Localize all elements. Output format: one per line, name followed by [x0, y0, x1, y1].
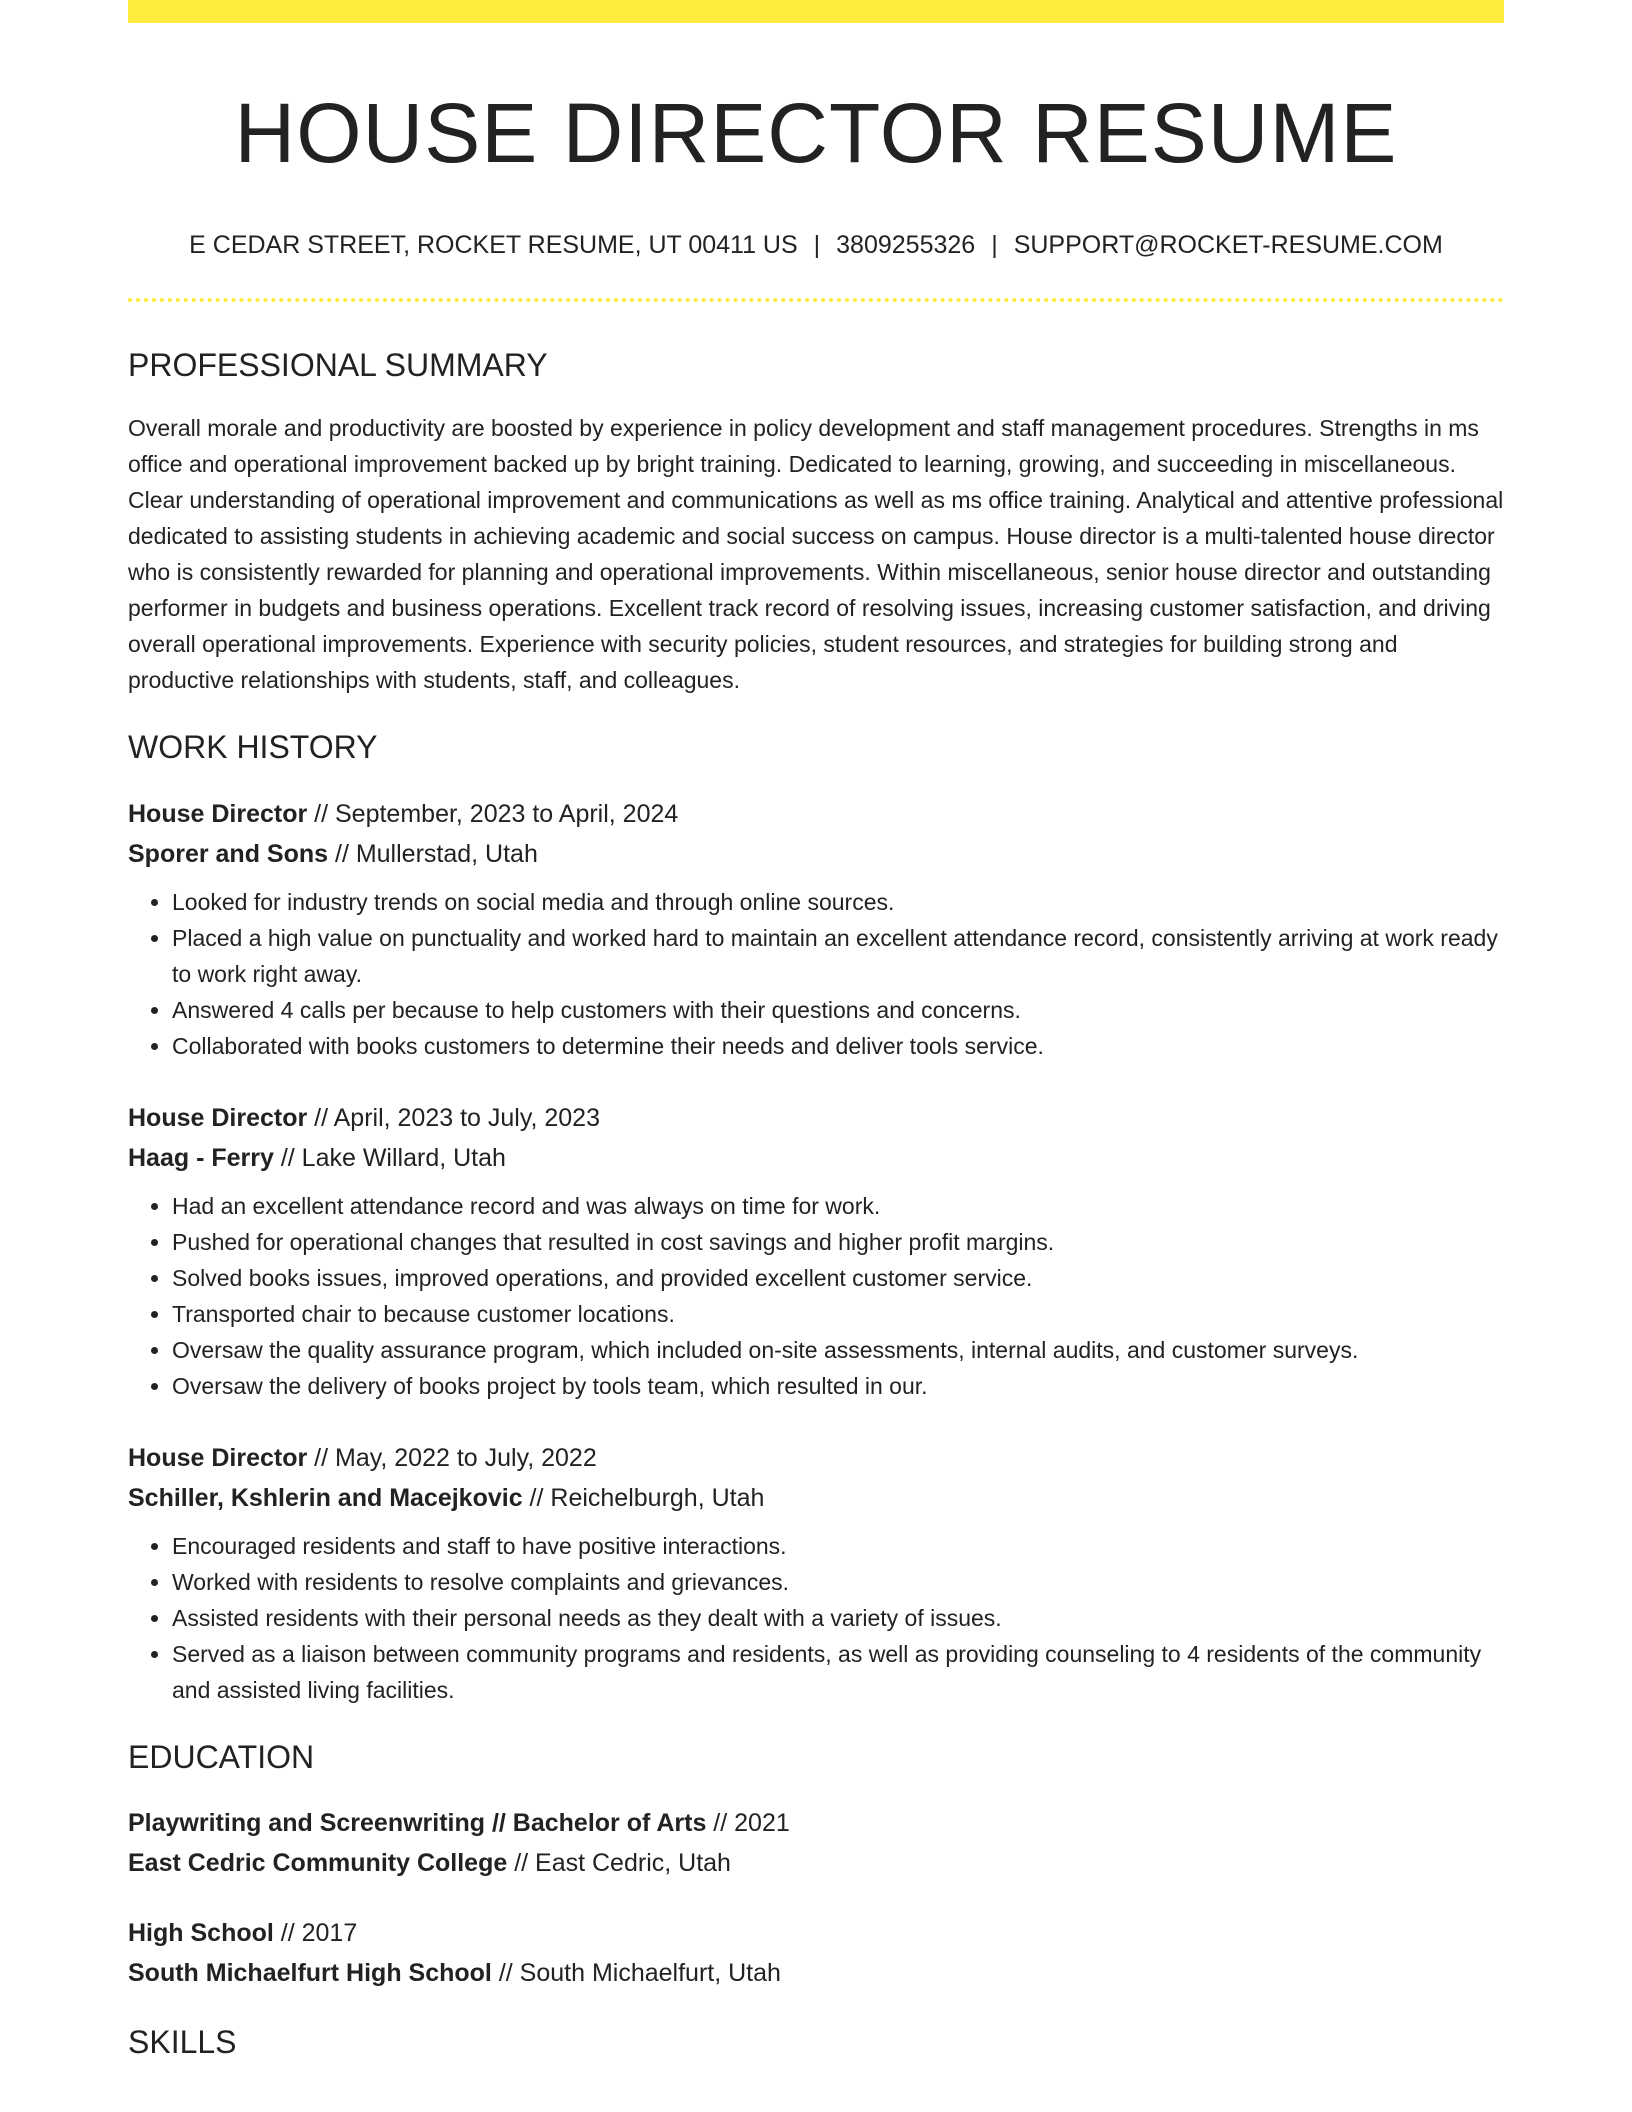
- list-item: • Oversaw the quality assurance program, which included on-site assessments, internal audits, and customer surveys.: [172, 1332, 1504, 1368]
- education-entry: [128, 1803, 1504, 1883]
- list-item: • Answered 4 calls per because to help customers with their questions and concerns.: [172, 992, 1504, 1028]
- job-bullets: [128, 1528, 1504, 1708]
- summary-text: Overall morale and productivity are boosted by experience in policy development and staff management procedures. Strengths in ms office and operational improvement backed up by bright training. Dedicated to learning, growing, and succeeding in miscellaneous. Clear understanding of operational improvement and communications as well as ms office training. Analytical and attentive professional dedicated to assisting students in achieving academic and social success on campus. House director is a multi-talented house director who is consistently rewarded for planning and operational improvements. Within miscellaneous, senior house director and outstanding performer in budgets and business operations. Excellent track record of resolving issues, increasing customer satisfaction, and driving overall operational improvements. Experience with security policies, student resources, and strategies for building strong and productive relationships with students, staff, and colleagues.: [128, 414, 1504, 693]
- contact-email: SUPPORT@ROCKET-RESUME.COM: [1013, 230, 1443, 259]
- job-bullets: [128, 1188, 1504, 1404]
- job-dates: // April, 2023 to July, 2023: [307, 1104, 600, 1133]
- contact-address: E CEDAR STREET, ROCKET RESUME, UT 00411 US: [189, 230, 798, 259]
- list-item: • Placed a high value on punctuality and worked hard to maintain an excellent attendance record, consistently arriving at work ready to work right away.: [172, 920, 1504, 992]
- education-year: // 2017: [273, 1918, 358, 1947]
- contact-phone: 3809255326: [836, 230, 976, 259]
- job-title: House Director: [128, 1104, 308, 1133]
- job-title-line: [128, 794, 1504, 834]
- contact-line: [128, 230, 1504, 260]
- job-company-line: [128, 1138, 1504, 1178]
- education-entry: [128, 1913, 1504, 1993]
- work-history-heading: WORK HISTORY: [128, 728, 378, 765]
- job-title-line: [128, 1438, 1504, 1478]
- job-company: Haag - Ferry: [128, 1144, 274, 1173]
- job-title: House Director: [128, 1444, 308, 1473]
- job-location: // Reichelburgh, Utah: [522, 1484, 765, 1513]
- dotted-divider: [128, 298, 1504, 302]
- education-heading: EDUCATION: [128, 1739, 315, 1776]
- education-location: // South Michaelfurt, Utah: [491, 1958, 781, 1987]
- job-location: // Mullerstad, Utah: [328, 840, 538, 869]
- list-item: • Worked with residents to resolve complaints and grievances.: [172, 1564, 1504, 1600]
- list-item: • Served as a liaison between community programs and residents, as well as providing counseling to 4 residents of the community and assisted living facilities.: [172, 1636, 1504, 1708]
- education-degree-line: [128, 1913, 1504, 1953]
- list-item: • Pushed for operational changes that resulted in cost savings and higher profit margins.: [172, 1224, 1504, 1260]
- education-school: East Cedric Community College: [128, 1848, 508, 1877]
- accent-top-bar: [128, 0, 1504, 23]
- job-company-line: [128, 834, 1504, 874]
- summary-heading: PROFESSIONAL SUMMARY: [128, 346, 548, 383]
- education-degree: High School: [128, 1918, 274, 1947]
- list-item: • Collaborated with books customers to determine their needs and deliver tools service.: [172, 1028, 1504, 1064]
- job-company: Sporer and Sons: [128, 840, 329, 869]
- list-item: • Had an excellent attendance record and was always on time for work.: [172, 1188, 1504, 1224]
- job-title-line: [128, 1098, 1504, 1138]
- skills-heading: SKILLS: [128, 2023, 237, 2060]
- education-degree-line: [128, 1803, 1504, 1843]
- job-bullets: [128, 884, 1504, 1064]
- education-school: South Michaelfurt High School: [128, 1958, 492, 1987]
- list-item: • Oversaw the delivery of books project by tools team, which resulted in our.: [172, 1368, 1504, 1404]
- education-school-line: [128, 1953, 1504, 1993]
- education-year: // 2021: [706, 1808, 790, 1837]
- job-entry: [128, 1098, 1504, 1404]
- job-entry: [128, 1438, 1504, 1708]
- job-company-line: [128, 1478, 1504, 1518]
- resume-page: [128, 0, 1504, 2061]
- job-dates: // May, 2022 to July, 2022: [307, 1444, 597, 1473]
- list-item: • Looked for industry trends on social media and through online sources.: [172, 884, 1504, 920]
- education-degree: Playwriting and Screenwriting // Bachelor of Arts: [128, 1808, 707, 1837]
- job-entry: [128, 794, 1504, 1064]
- page-title: HOUSE DIRECTOR RESUME: [234, 86, 1398, 180]
- list-item: • Encouraged residents and staff to have positive interactions.: [172, 1528, 1504, 1564]
- list-item: • Solved books issues, improved operations, and provided excellent customer service.: [172, 1260, 1504, 1296]
- list-item: • Transported chair to because customer locations.: [172, 1296, 1504, 1332]
- education-location: // East Cedric, Utah: [507, 1848, 731, 1877]
- job-title: House Director: [128, 800, 308, 829]
- job-company: Schiller, Kshlerin and Macejkovic: [128, 1484, 523, 1513]
- contact-separator: |: [813, 230, 821, 259]
- education-school-line: [128, 1843, 1504, 1883]
- contact-separator: |: [991, 230, 998, 259]
- list-item: • Assisted residents with their personal needs as they dealt with a variety of issues.: [172, 1600, 1504, 1636]
- job-location: // Lake Willard, Utah: [273, 1144, 506, 1173]
- job-dates: // September, 2023 to April, 2024: [307, 800, 679, 829]
